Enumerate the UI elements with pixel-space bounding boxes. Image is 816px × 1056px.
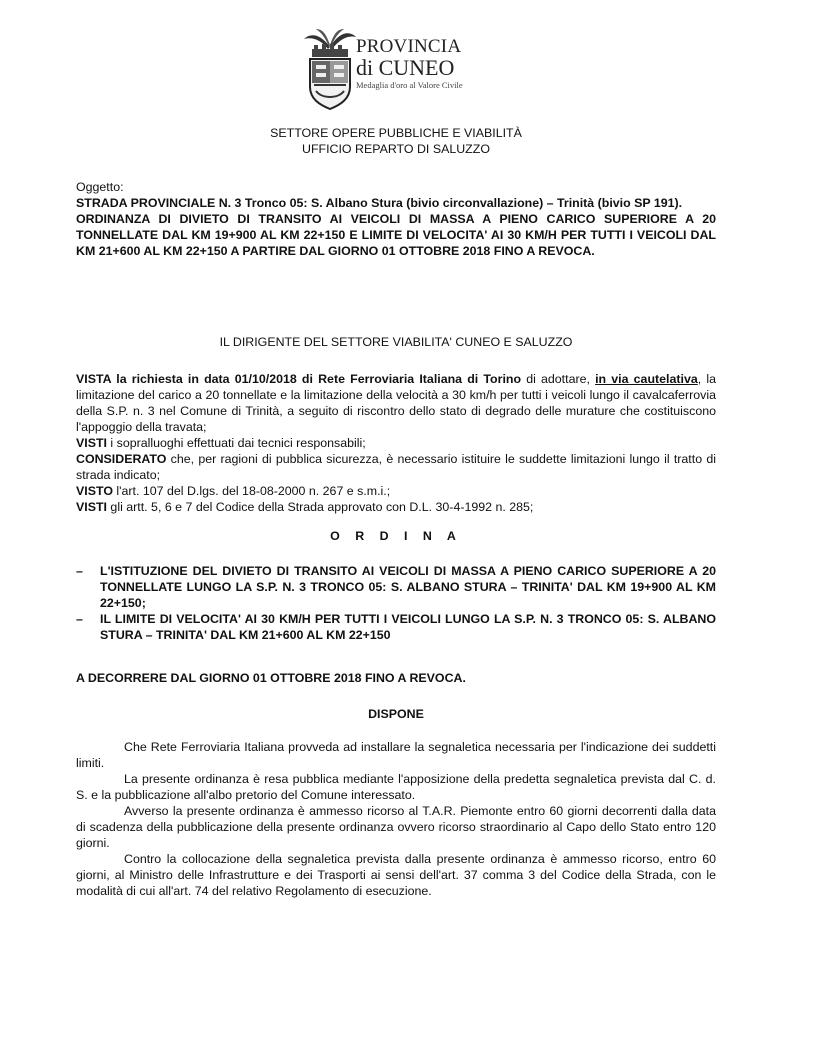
director-title: IL DIRIGENTE DEL SETTORE VIABILITA' CUNEO E SALUZZO	[219, 335, 573, 349]
order-item-2	[76, 611, 716, 643]
premise-vista-rest: , la limitazione del carico a 20 tonnellate e la limitazione della velocità a 30 km/h per tutti i veicoli lungo il cavalcaferrovia della S.P. n. 3 nel Comune di Trinità, a seguito di riscontro dello stato di degrado delle murature che costituiscono l'appoggio della travata;	[76, 372, 716, 434]
premise-vista-underline: in via cautelativa	[595, 372, 698, 386]
order-item-1-text: L'ISTITUZIONE DEL DIVIETO DI TRANSITO AI VEICOLI DI MASSA A PIENO CARICO SUPERIORE A 20 TONNELLATE LUNGO LA S.P. N. 3 TRONCO 05: S. ALBANO STURA – TRINITA' DAL KM 19+900 AL KM 22+150;	[100, 564, 716, 610]
dispone-paragraph-1: Che Rete Ferroviaria Italiana provveda ad installare la segnaletica necessaria per l'indicazione dei suddetti limiti.	[76, 740, 716, 770]
dispone-section	[76, 739, 716, 899]
logo-name-line2: di CUNEO	[356, 55, 455, 80]
office-header	[76, 125, 716, 157]
logo-text	[356, 37, 476, 90]
premise-vista-mid: di adottare,	[521, 372, 596, 386]
dispone-paragraph-3: Avverso la presente ordinanza è ammesso ricorso al T.A.R. Piemonte entro 60 giorni decorrenti dalla data di scadenza della pubblicazione della presente ordinanza ovvero ricorso straordinario al Capo dello Stato entro 120 giorni.	[76, 804, 716, 850]
office-header-line2: UFFICIO REPARTO DI SALUZZO	[302, 142, 490, 156]
office-header-line1: SETTORE OPERE PUBBLICHE E VIABILITÀ	[270, 126, 522, 140]
provincia-logo	[302, 27, 474, 111]
premises-section	[76, 371, 716, 515]
subject-label: Oggetto:	[76, 180, 124, 194]
order-title: O R D I N A	[330, 529, 462, 543]
premise-visti-2: VISTI gli artt. 5, 6 e 7 del Codice della Strada approvato con D.L. 30-4-1992 n. 285;	[76, 500, 534, 514]
premise-vista-bold: VISTA la richiesta in data 01/10/2018 di Rete Ferroviaria Italiana di Torino	[76, 372, 522, 386]
premise-visti-1: VISTI i sopralluoghi effettuati dai tecnici responsabili;	[76, 436, 366, 450]
logo-name-line1: PROVINCIA	[356, 36, 462, 57]
order-item-2-text: IL LIMITE DI VELOCITA' AI 30 KM/H PER TUTTI I VEICOLI LUNGO LA S.P. N. 3 TRONCO 05: S. ALBANO STURA – TRINITA' DAL KM 21+600 AL KM 22+150	[100, 612, 716, 642]
logo-medal-caption: Medaglia d'oro al Valore Civile	[356, 80, 463, 90]
subject-section	[76, 179, 716, 259]
subject-road: STRADA PROVINCIALE N. 3 Tronco 05: S. Albano Stura (bivio circonvallazione) – Trinità (bivio SP 191).	[76, 196, 683, 210]
order-item-1	[76, 563, 716, 611]
subject-ordinance: ORDINANZA DI DIVIETO DI TRANSITO AI VEICOLI DI MASSA A PIENO CARICO SUPERIORE A 20 TONNELLATE DAL KM 19+900 AL KM 22+150 E LIMITE DI VELOCITA' AI 30 KM/H PER TUTTI I VEICOLI DAL KM 21+600 AL KM 22+150 A PARTIRE DAL GIORNO 01 OTTOBRE 2018 FINO A REVOCA.	[76, 212, 716, 258]
dispone-title: DISPONE	[368, 707, 424, 721]
coat-of-arms-icon	[302, 27, 358, 111]
premise-vista	[76, 371, 716, 435]
dash-icon: –	[76, 612, 83, 626]
premise-visto: VISTO l'art. 107 del D.lgs. del 18-08-2000 n. 267 e s.m.i.;	[76, 484, 391, 498]
dash-icon: –	[76, 564, 83, 578]
premise-considerato: CONSIDERATO che, per ragioni di pubblica sicurezza, è necessario istituire le suddette limitazioni lungo il tratto di strada indicato;	[76, 452, 716, 482]
dispone-paragraph-2: La presente ordinanza è resa pubblica mediante l'apposizione della predetta segnaletica prevista dal C. d. S. e la pubblicazione all'albo pretorio del Comune interessato.	[76, 772, 716, 802]
effective-date: A DECORRERE DAL GIORNO 01 OTTOBRE 2018 FINO A REVOCA.	[76, 671, 466, 685]
dispone-paragraph-4: Contro la collocazione della segnaletica prevista dalla presente ordinanza è ammesso ricorso, entro 60 giorni, al Ministro delle Infrastrutture e dei Trasporti ai sensi dell'art. 37 comma 3 del Codice della Strada, con le modalità di cui all'art. 74 del relativo Regolamento di esecuzione.	[76, 852, 716, 898]
order-list	[76, 563, 716, 643]
